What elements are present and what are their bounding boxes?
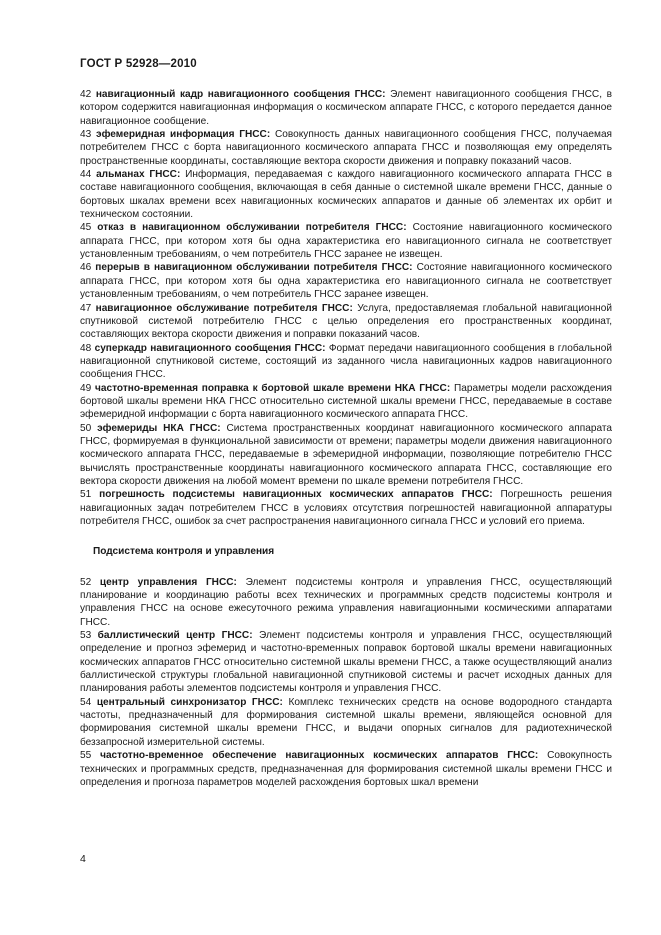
term-definition: Услуга, предоставляемая глобальной навигационной спутниковой системой потребителю ГНСС с целью определения его пространственных координат, составляющих вектора скорости движения и поправки показаний часов.: [80, 302, 612, 341]
term-title: баллистический центр ГНСС:: [97, 630, 253, 642]
term-list-part-2: [80, 576, 612, 790]
document-header: ГОСТ Р 52928—2010: [80, 58, 197, 70]
term-entry: [80, 749, 612, 789]
term-definition: Информация, передаваемая с каждого навигационного космического аппарата ГНСС в составе навигационного сообщения, включающая в себя данные о системной шкале времени ГНСС, данные о бортовых шкалах времени всех навигационных космических аппаратов и данные об элементах их орбит и техническом состоянии.: [80, 169, 613, 221]
term-title: навигационное обслуживание потребителя ГНСС:: [95, 302, 353, 314]
term-entry: [80, 128, 612, 168]
term-title: погрешность подсистемы навигационных космических аппаратов ГНСС:: [99, 489, 493, 501]
term-number: 48: [80, 342, 92, 354]
term-definition: Погрешность решения навигационных задач потребителем ГНСС в условиях отсутствия погрешностей навигационной аппаратуры потребителя ГНСС, ошибок за счет распространения навигационного сигнала ГНСС и условий его приема.: [80, 489, 613, 527]
term-number: 54: [80, 696, 92, 708]
term-definition: Состояние навигационного космического аппарата ГНСС, при котором хотя бы одна характеристика его навигационного сигнала не соответствует установленным требованиям, о чем потребитель ГНСС заранее не извещен.: [80, 222, 612, 261]
term-definition: Совокупность данных навигационного сообщения ГНСС, получаемая потребителем ГНСС с борта навигационного космического аппарата ГНСС и позволяющая ему определять пространственные координаты, составляющие вектора скорости движения и поправку показаний часов.: [80, 129, 613, 167]
term-entry: [80, 629, 612, 696]
term-number: 50: [80, 422, 92, 434]
term-number: 45: [80, 222, 92, 234]
term-definition: Состояние навигационного космического аппарата ГНСС, при котором хотя бы одна характеристика его навигационного сигнала не соответствует установленным требованиям, о чем потребитель ГНСС заранее извещен.: [80, 262, 613, 301]
section-title: Подсистема контроля и управления: [93, 546, 275, 558]
term-number: 46: [80, 262, 92, 274]
term-entry: [80, 422, 612, 489]
term-title: альманах ГНСС:: [96, 169, 181, 181]
term-entry: [80, 261, 612, 301]
term-title: отказ в навигационном обслуживании потребителя ГНСС:: [97, 222, 407, 234]
term-definition: Элемент подсистемы контроля и управления ГНСС, осуществляющий планирование и координацию работы всех технических и программных средств подсистемы контроля и управления ГНСС на основе ежесуточного режима управления навигационными космическими аппаратами ГНСС.: [80, 576, 612, 628]
term-number: 43: [80, 129, 92, 141]
term-number: 51: [80, 489, 92, 501]
term-entry: [80, 342, 612, 382]
term-number: 47: [80, 302, 92, 314]
term-entry: [80, 302, 612, 342]
term-title: частотно-временное обеспечение навигационных космических аппаратов ГНСС:: [100, 750, 539, 762]
term-definition: Элемент навигационного сообщения ГНСС, в котором содержится навигационная информация о космическом аппарате ГНСС, с которого передается данное навигационное сообщение.: [80, 89, 612, 127]
term-entry: [80, 488, 612, 528]
term-title: навигационный кадр навигационного сообщения ГНСС:: [95, 89, 386, 100]
term-entry: [80, 576, 612, 629]
term-title: центр управления ГНСС:: [99, 576, 237, 588]
term-entry: [80, 168, 612, 221]
term-number: 53: [80, 630, 92, 642]
term-definition: Формат передачи навигационного сообщения в глобальной навигационной спутниковой системе, состоящий из заданного числа навигационных кадров навигационного сообщения ГНСС.: [80, 342, 612, 381]
term-number: 49: [80, 382, 92, 394]
term-title: частотно-временная поправка к бортовой шкале времени НКА ГНСС:: [95, 382, 451, 394]
term-entry: [80, 696, 612, 749]
term-title: суперкадр навигационного сообщения ГНСС:: [94, 342, 326, 354]
term-title: эфемериды НКА ГНСС:: [97, 422, 221, 434]
term-entry: [80, 382, 612, 422]
term-number: 52: [80, 576, 92, 588]
document-body: [80, 88, 612, 789]
term-number: 44: [80, 169, 92, 181]
term-entry: [80, 221, 612, 261]
term-title: центральный синхронизатор ГНСС:: [96, 696, 283, 708]
page-number: 4: [80, 853, 86, 865]
term-definition: Элемент подсистемы контроля и управления ГНСС, осуществляющий определение и прогноз эфемерид и частотно-временных поправок бортовой шкалы времени навигационных космических аппаратов ГНСС относительно системной шкалы времени ГНСС, а также осуществляющий анализ баллистической структуры глобальной навигационной спутниковой системы и расчет исходных данных для планирования работы элементов подсистемы контроля и управления ГНСС.: [80, 630, 612, 695]
term-definition: Параметры модели расхождения бортовой шкалы времени НКА ГНСС относительно системной шкалы времени ГНСС, передаваемые в составе эфемеридной информации с борта навигационного космического аппарата ГНСС.: [80, 382, 612, 421]
term-number: 55: [80, 750, 92, 762]
term-title: перерыв в навигационном обслуживании потребителя ГНСС:: [95, 262, 413, 274]
term-number: 42: [80, 89, 92, 100]
term-definition: Комплекс технических средств на основе водородного стандарта частоты, предназначенный для формирования системной шкалы времени, являющейся основной для формирования системной шкалы времени ГНСС, и выдачи опорных сигналов для радиотехнической беззапросной измерительной системы.: [80, 696, 612, 748]
term-definition: Совокупность технических и программных средств, предназначенная для формирования системной шкалы времени ГНСС и определения и прогноза параметров моделей расхождения бортовых шкал времени: [80, 750, 612, 788]
term-definition: Система пространственных координат навигационного космического аппарата ГНСС, формируемая в функциональной зависимости от времени; параметры модели движения навигационного космического аппарата ГНСС, передаваемые в эфемеридной информации, позволяющие потребителю ГНСС вычислять пространственные координаты навигационного космического аппарата ГНСС, составляющие его вектора скорости движения на любой момент времени по шкале времени потребителя ГНСС.: [80, 422, 612, 487]
term-title: эфемеридная информация ГНСС:: [96, 129, 271, 141]
term-list-part-1: [80, 88, 612, 528]
term-entry: [80, 88, 612, 128]
